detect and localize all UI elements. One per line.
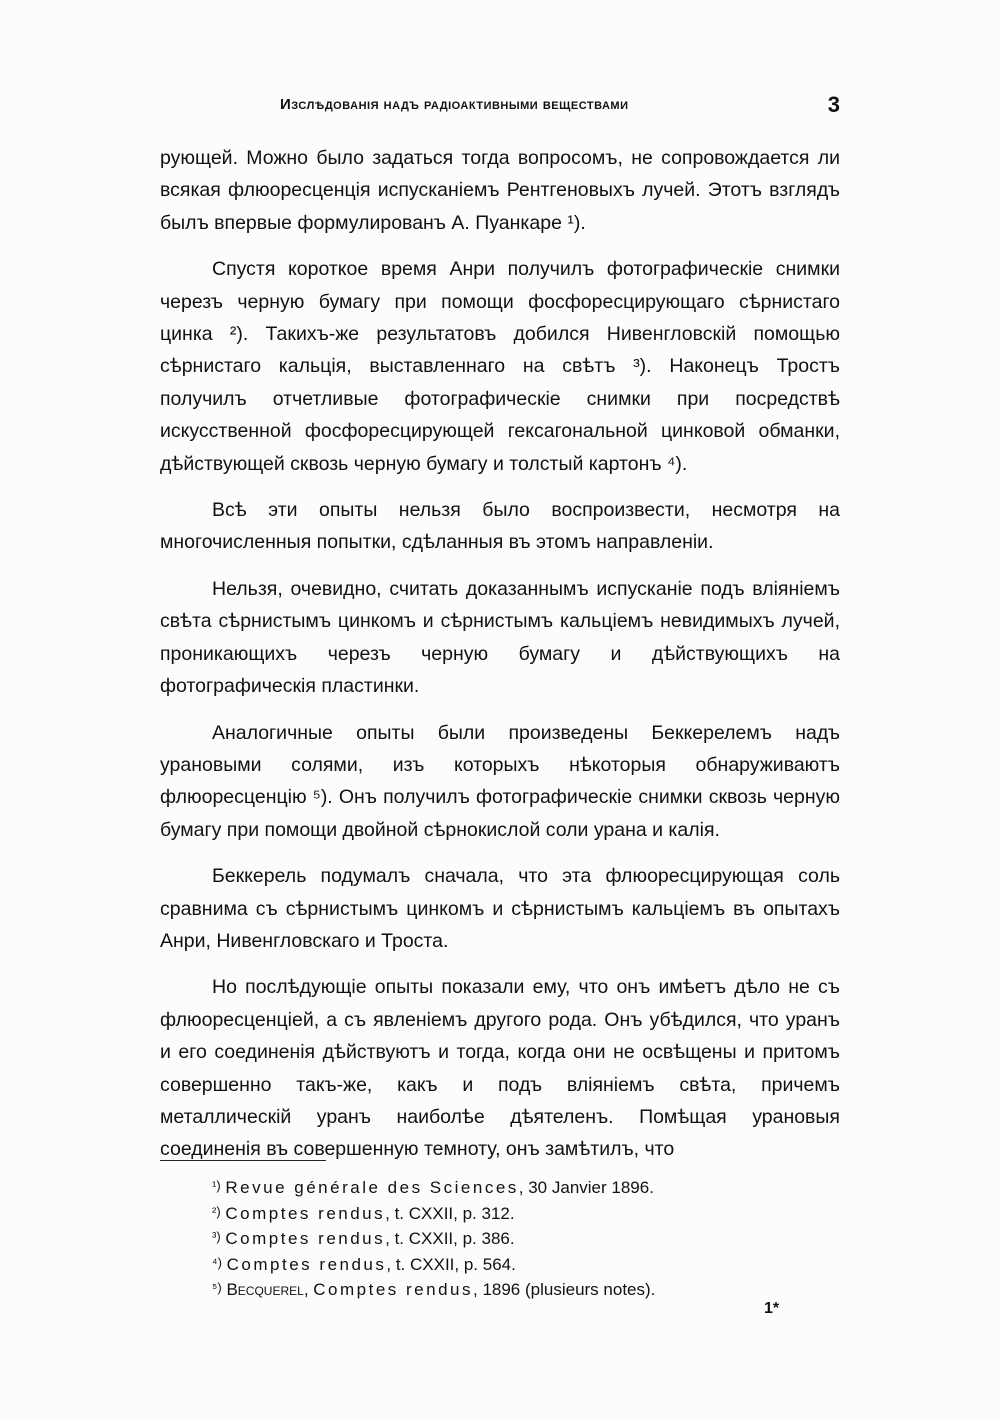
footnote [212,1200,832,1226]
paragraph: Но послѣдующіе опыты показали ему, что онъ имѣетъ дѣло не съ флюоресценціей, а съ явленіемъ другого рода. Онъ убѣдился, что уранъ и его соединенія дѣйствуютъ и тогда, когда они не освѣщены и притомъ совершенно такъ-же, какъ и подъ вліяніемъ свѣта, причемъ металлическій уранъ наиболѣе дѣятеленъ. Помѣщая урановыя соединенія въ совершенную темноту, онъ замѣтилъ, что [160,976,840,1161]
paragraph: Всѣ эти опыты нельзя было воспроизвести, несмотря на многочисленныя попытки, сдѣланныя въ этомъ направленіи. [160,499,840,554]
footnotes [212,1174,832,1302]
footnote-source: Comptes rendus [225,1229,386,1248]
paragraph: Спустя короткое время Анри получилъ фотографическіе снимки черезъ черную бумагу при помощи фосфоресцирующаго сѣрнистаго цинка ²). Такихъ-же результатовъ добился Нивенгловскій помощью сѣрнистаго кальція, выставленнаго на свѣтъ ³). Наконецъ Тростъ получилъ отчетливые фотографическіе снимки при посредствѣ искусственной фосфоресцирующей гексагональной цинковой обманки, дѣйствующей сквозь черную бумагу и толстый картонъ ⁴). [160,258,840,475]
footnote-details: , t. CXXII, p. 386. [385,1229,515,1248]
footnote-details: , t. CXXII, p. 312. [385,1203,515,1223]
page-number: 3 [827,92,840,117]
footnote [212,1225,832,1251]
running-head [160,92,840,122]
paragraph: Аналогичные опыты были произведены Беккерелемъ надъ урановыми солями, изъ которыхъ нѣкоторыя обнаруживаютъ флюоресценцію ⁵). Онъ получилъ фотографическіе снимки сквозь черную бумагу при помощи двойной сѣрнокислой соли урана и калія. [160,721,840,841]
signature-mark: 1* [764,1300,780,1317]
footnote-author: Becquerel [226,1280,304,1299]
footnote-divider [160,1160,326,1161]
footnote [212,1251,832,1277]
footnote-author-separator: , [303,1280,314,1299]
footnote-source: Comptes rendus [226,1254,387,1274]
footnote-marker: ²) [212,1203,221,1219]
paragraph: Нельзя, очевидно, считать доказаннымъ испусканіе подъ вліяніемъ свѣта сѣрнистымъ цинкомъ и сѣрнистымъ кальціемъ невидимыхъ лучей, проникающихъ черезъ черную бумагу и дѣйствующихъ на фотографическія пластинки. [160,577,840,698]
footnote-source: Comptes rendus [313,1280,473,1299]
footnote-marker: ⁵) [212,1280,222,1295]
footnote [212,1276,832,1302]
footnote-source: Comptes rendus [225,1203,386,1223]
footnote-marker: ⁴) [212,1254,222,1270]
running-title: Изслѣдованія надъ радіоактивными веществами [280,96,629,113]
footnote-marker: ¹) [212,1178,221,1193]
footnote-details: , 30 Janvier 1896. [518,1178,654,1197]
footnote [212,1174,832,1200]
body-text [160,142,840,1180]
paragraph: Беккерель подумалъ сначала, что эта флюоресцирующая соль сравнима съ сѣрнистымъ цинкомъ и сѣрнистымъ кальціемъ въ опытахъ Анри, Нивенгловскаго и Троста. [160,865,840,952]
footnote-source: Revue générale des Sciences [225,1178,519,1197]
footnote-details: , t. CXXII, p. 564. [386,1254,516,1274]
footnote-details: , 1896 (plusieurs notes). [473,1280,656,1299]
footnote-marker: ³) [212,1229,221,1244]
paragraph: рующей. Можно было задаться тогда вопросомъ, не сопровождается ли всякая флюоресценція испусканіемъ Рентгеновыхъ лучей. Этотъ взглядъ былъ впервые формулированъ А. Пуанкаре ¹). [160,147,840,234]
